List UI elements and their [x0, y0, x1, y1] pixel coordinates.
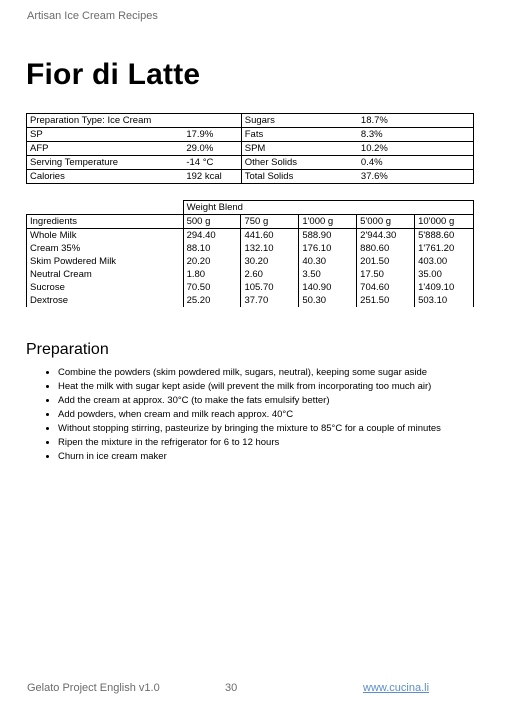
summary-label: SP: [27, 128, 184, 142]
preparation-step: • Churn in ice cream maker: [58, 450, 498, 464]
ingredient-weight: 5'888.60: [415, 229, 474, 243]
summary-label: Preparation Type: Ice Cream: [27, 114, 184, 128]
summary-row: [27, 142, 474, 156]
weight-column-header: 1'000 g: [299, 215, 357, 229]
summary-row: [27, 114, 474, 128]
ingredient-weight: 1'409.10: [415, 281, 474, 294]
ingredient-weight: 140.90: [299, 281, 357, 294]
ingredient-name: Dextrose: [27, 294, 184, 307]
blend-column-header-row: [27, 215, 474, 229]
ingredient-weight: 20.20: [183, 255, 241, 268]
ingredient-row: [27, 268, 474, 281]
ingredient-row: [27, 255, 474, 268]
ingredient-weight: 25.20: [183, 294, 241, 307]
preparation-step: • Add the cream at approx. 30°C (to make the fats emulsify better): [58, 394, 498, 408]
ingredient-weight: 50.30: [299, 294, 357, 307]
summary-value: 0.4%: [358, 156, 474, 170]
preparation-step: • Ripen the mixture in the refrigerator for 6 to 12 hours: [58, 436, 498, 450]
summary-label: Fats: [241, 128, 358, 142]
summary-table: [26, 113, 474, 184]
summary-label: Calories: [27, 170, 184, 184]
ingredient-weight: 1'761.20: [415, 242, 474, 255]
ingredient-name: Cream 35%: [27, 242, 184, 255]
summary-row: [27, 128, 474, 142]
ingredient-weight: 37.70: [241, 294, 299, 307]
ingredient-weight: 30.20: [241, 255, 299, 268]
page-number: 30: [225, 682, 238, 694]
summary-value: 29.0%: [183, 142, 241, 156]
summary-value: 17.9%: [183, 128, 241, 142]
ingredient-weight: 588.90: [299, 229, 357, 243]
ingredient-weight: 2.60: [241, 268, 299, 281]
summary-label: Total Solids: [241, 170, 358, 184]
weight-column-header: 500 g: [183, 215, 241, 229]
ingredient-name: Neutral Cream: [27, 268, 184, 281]
ingredient-weight: 2'944.30: [357, 229, 415, 243]
summary-value: 8.3%: [358, 128, 474, 142]
ingredient-weight: 176.10: [299, 242, 357, 255]
ingredient-name: Skim Powdered Milk: [27, 255, 184, 268]
ingredient-weight: 17.50: [357, 268, 415, 281]
ingredient-weight: 105.70: [241, 281, 299, 294]
footer-version: Gelato Project English v1.0: [27, 682, 160, 694]
summary-label: Sugars: [241, 114, 358, 128]
ingredient-name: Sucrose: [27, 281, 184, 294]
ingredient-weight: 704.60: [357, 281, 415, 294]
summary-row: [27, 156, 474, 170]
summary-value: -14 °C: [183, 156, 241, 170]
ingredient-weight: 251.50: [357, 294, 415, 307]
ingredient-weight: 880.60: [357, 242, 415, 255]
ingredient-weight: 441.60: [241, 229, 299, 243]
ingredient-weight: 132.10: [241, 242, 299, 255]
ingredients-header: Ingredients: [27, 215, 184, 229]
summary-label: SPM: [241, 142, 358, 156]
summary-row: [27, 170, 474, 184]
summary-label: Other Solids: [241, 156, 358, 170]
summary-value: 10.2%: [358, 142, 474, 156]
ingredient-row: [27, 281, 474, 294]
ingredient-row: [27, 229, 474, 243]
weight-blend-header: Weight Blend: [183, 201, 473, 215]
ingredient-weight: 88.10: [183, 242, 241, 255]
page-title: Fior di Latte: [26, 58, 201, 91]
ingredient-weight: 503.10: [415, 294, 474, 307]
summary-value: 37.6%: [358, 170, 474, 184]
blend-group-header-row: [27, 201, 474, 215]
summary-value: 192 kcal: [183, 170, 241, 184]
blank-cell: [27, 201, 184, 215]
weight-column-header: 750 g: [241, 215, 299, 229]
ingredient-weight: 1.80: [183, 268, 241, 281]
preparation-steps: [40, 366, 498, 464]
ingredient-weight: 3.50: [299, 268, 357, 281]
ingredient-weight: 40.30: [299, 255, 357, 268]
summary-value: [183, 114, 241, 128]
ingredient-row: [27, 242, 474, 255]
preparation-step: • Heat the milk with sugar kept aside (will prevent the milk from incorporating too much air): [58, 380, 498, 394]
preparation-step: • Combine the powders (skim powdered milk, sugars, neutral), keeping some sugar aside: [58, 366, 498, 380]
weight-column-header: 10'000 g: [415, 215, 474, 229]
summary-value: 18.7%: [358, 114, 474, 128]
ingredient-weight: 294.40: [183, 229, 241, 243]
ingredient-weight: 70.50: [183, 281, 241, 294]
website-link[interactable]: www.cucina.li: [363, 682, 430, 694]
summary-label: Serving Temperature: [27, 156, 184, 170]
ingredient-row: [27, 294, 474, 307]
weight-column-header: 5'000 g: [357, 215, 415, 229]
preparation-step: • Add powders, when cream and milk reach approx. 40°C: [58, 408, 498, 422]
summary-label: AFP: [27, 142, 184, 156]
ingredient-name: Whole Milk: [27, 229, 184, 243]
ingredient-weight: 35.00: [415, 268, 474, 281]
weight-blend-table: [26, 200, 474, 307]
preparation-heading: Preparation: [26, 341, 109, 358]
running-header: Artisan Ice Cream Recipes: [27, 10, 158, 22]
ingredient-weight: 201.50: [357, 255, 415, 268]
preparation-step: • Without stopping stirring, pasteurize by bringing the mixture to 85°C for a couple of minutes: [58, 422, 498, 436]
ingredient-weight: 403.00: [415, 255, 474, 268]
